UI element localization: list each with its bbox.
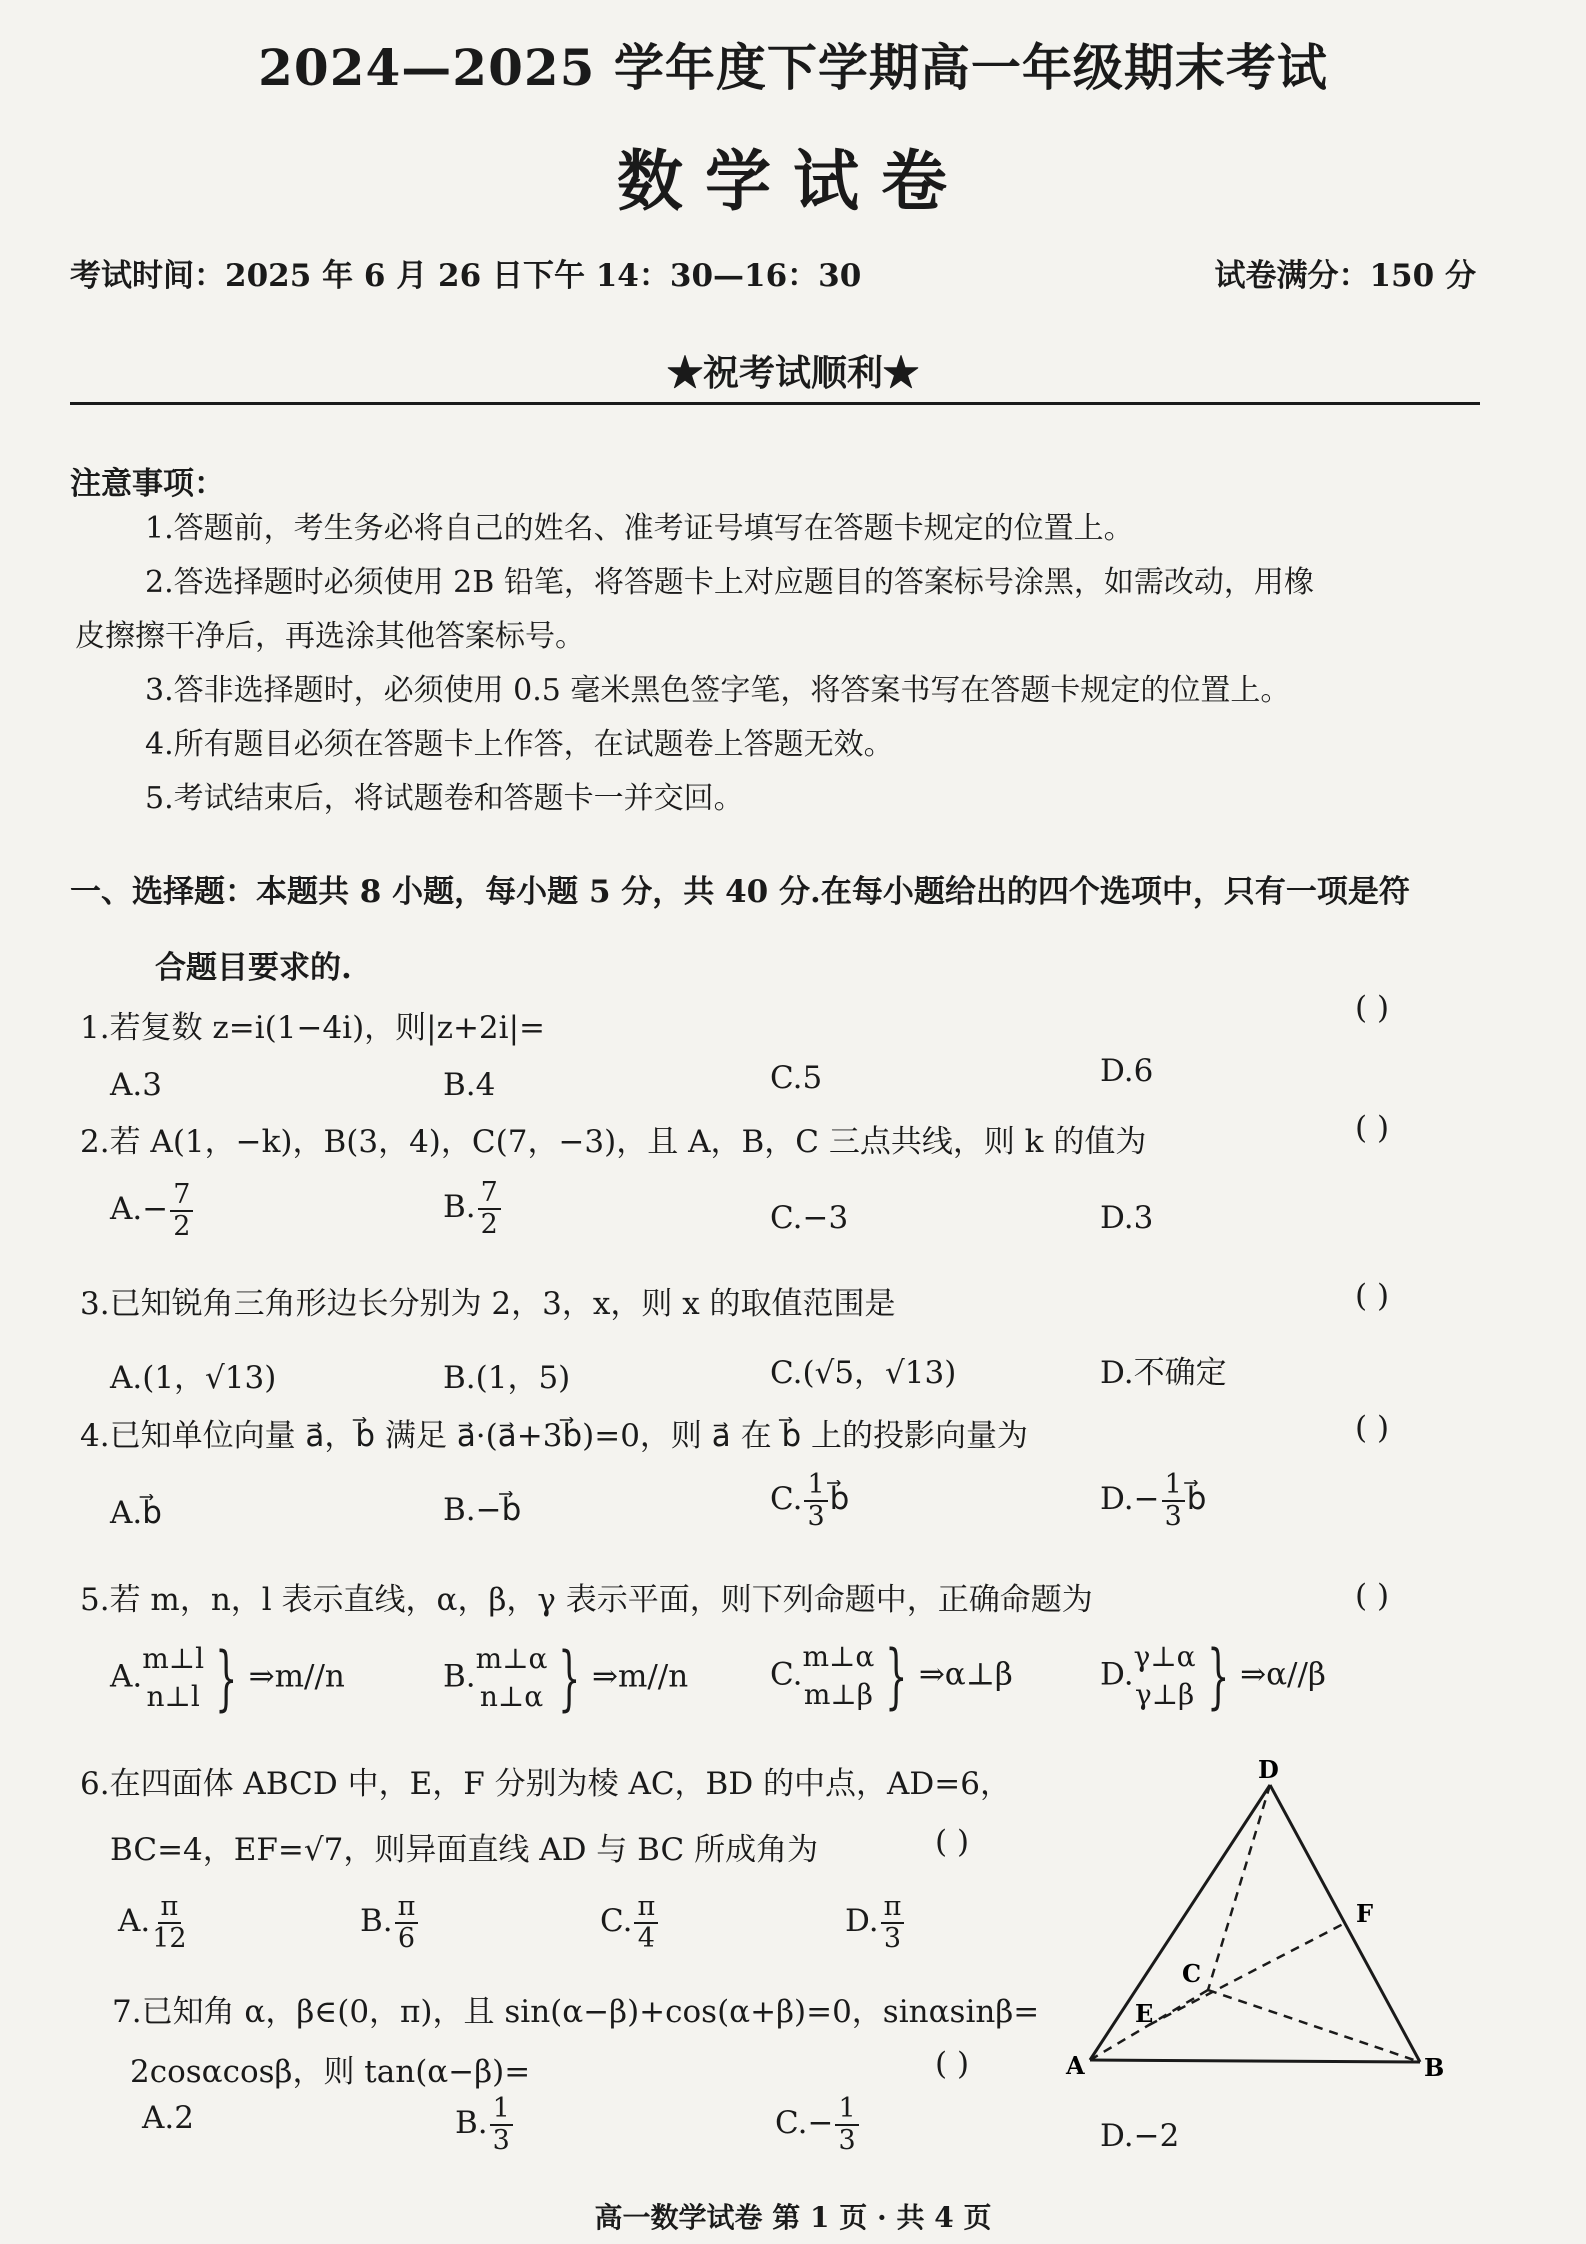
q7-option-c: C.− $\frac{1}{3}$ [775, 2094, 861, 2155]
q6-option-b: B. $\frac{\pi}{6}$ [360, 1892, 420, 1953]
q3-option-b: B.(1，5) [443, 1360, 571, 1396]
q1-option-d: D.6 [1100, 1053, 1154, 1089]
answer-paren: ( ) [1355, 1578, 1390, 1614]
notice-item: 5.考试结束后，将试题卷和答题卡一并交回。 [145, 781, 744, 816]
segment-ef [1149, 1923, 1345, 2025]
edge-dc [1208, 1785, 1270, 1990]
edge-ab [1090, 2060, 1420, 2062]
q6-option-c: C. $\frac{\pi}{4}$ [600, 1892, 660, 1953]
vertex-label-c: C [1182, 1959, 1202, 1988]
edge-db [1270, 1785, 1420, 2062]
q5-option-d: D.γ⊥α γ⊥β } ⇒α//β [1100, 1634, 1326, 1717]
q5-stem: 5.若 m，n，l 表示直线，α，β，γ 表示平面，则下列命题中，正确命题为 [80, 1582, 1093, 1618]
exam-title: 2024—2025 学年度下学期高一年级期末考试 [258, 38, 1328, 97]
point-label-e: E [1135, 1999, 1154, 2028]
q1-stem: 1.若复数 z=i(1−4i)，则|z+2i|= [80, 1010, 545, 1046]
edge-da [1090, 1785, 1270, 2060]
notice-item: 2.答选择题时必须使用 2B 铅笔，将答题卡上对应题目的答案标号涂黑，如需改动，用橡 [145, 565, 1314, 600]
q2-stem: 2.若 A(1，−k)，B(3，4)，C(7，−3)，且 A，B，C 三点共线，则 k 的值为 [80, 1124, 1147, 1160]
answer-paren: ( ) [935, 2046, 970, 2082]
notice-item: 3.答非选择题时，必须使用 0.5 毫米黑色签字笔，将答案书写在答题卡规定的位置上。 [145, 673, 1291, 708]
q1-option-a: A.3 [110, 1067, 162, 1103]
q4-option-d: D.− $\frac{1}{3}$ b⃗ [1100, 1469, 1207, 1532]
q2-option-c: C.−3 [770, 1200, 849, 1236]
header-divider [70, 402, 1480, 405]
tetrahedron-figure [1060, 1760, 1460, 2090]
notice-heading: 注意事项： [70, 466, 225, 502]
q1-option-b: B.4 [443, 1067, 496, 1103]
vertex-label-a: A [1066, 2051, 1085, 2080]
answer-paren: ( ) [935, 1824, 970, 1860]
section-heading-cont: 合题目要求的. [155, 950, 352, 986]
q4-option-a: A.b⃗ [110, 1495, 162, 1531]
q1-option-c: C.5 [770, 1060, 823, 1096]
q7-option-b: B. $\frac{1}{3}$ [455, 2094, 515, 2155]
answer-paren: ( ) [1355, 1278, 1390, 1314]
q4-option-b: B.−b⃗ [443, 1492, 522, 1528]
answer-paren: ( ) [1355, 990, 1390, 1026]
q6-stem-line2: BC=4，EF=√7，则异面直线 AD 与 BC 所成角为 [110, 1832, 819, 1868]
q3-option-d: D.不确定 [1100, 1355, 1227, 1391]
notice-item: 皮擦擦干净后，再选涂其他答案标号。 [75, 619, 585, 654]
q5-option-a: A.m⊥l n⊥l } ⇒m//n [110, 1636, 345, 1719]
notice-item: 1.答题前，考生务必将自己的姓名、准考证号填写在答题卡规定的位置上。 [145, 511, 1134, 546]
q3-option-a: A.(1，√13) [110, 1360, 277, 1396]
q2-option-d: D.3 [1100, 1200, 1154, 1236]
point-label-f: F [1356, 1899, 1374, 1928]
q7-stem-line2: 2cosαcosβ，则 tan(α−β)= [130, 2054, 531, 2090]
q4-stem: 4.已知单位向量 a⃗，b⃗ 满足 a⃗·(a⃗+3b⃗)=0，则 a⃗ 在 b⃗ 上的投影向量为 [80, 1418, 1029, 1454]
q6-stem-line1: 6.在四面体 ABCD 中，E，F 分别为棱 AC，BD 的中点，AD=6， [80, 1766, 1011, 1802]
q6-option-d: D. $\frac{\pi}{3}$ [845, 1892, 906, 1953]
q2-option-a: A.− $\frac{7}{2}$ [110, 1180, 195, 1241]
vertex-label-d: D [1258, 1760, 1279, 1784]
q3-option-c: C.(√5，√13) [770, 1355, 957, 1391]
page-footer: 高一数学试卷 第 1 页 · 共 4 页 [594, 2201, 992, 2234]
exam-time: 考试时间：2025 年 6 月 26 日下午 14：30—16：30 [70, 258, 862, 294]
q4-option-c: C. $\frac{1}{3}$ b⃗ [770, 1469, 850, 1532]
vertex-label-b: B [1424, 2053, 1445, 2082]
subject-title: 数学试卷 [617, 142, 969, 220]
section-heading: 一、选择题：本题共 8 小题，每小题 5 分，共 40 分.在每小题给出的四个选项中，只有一项是符 [70, 874, 1410, 910]
blessing: ★祝考试顺利★ [666, 352, 919, 394]
q5-option-b: B.m⊥α n⊥α } ⇒m//n [443, 1636, 689, 1719]
q3-stem: 3.已知锐角三角形边长分别为 2，3，x，则 x 的取值范围是 [80, 1286, 896, 1322]
q7-option-a: A.2 [142, 2100, 194, 2136]
answer-paren: ( ) [1355, 1410, 1390, 1446]
q7-stem-line1: 7.已知角 α，β∈(0，π)，且 sin(α−β)+cos(α+β)=0，sinαsinβ= [112, 1994, 1040, 2030]
q2-option-b: B. $\frac{7}{2}$ [443, 1178, 503, 1239]
q7-option-d: D.−2 [1100, 2118, 1180, 2154]
full-score: 试卷满分：150 分 [1214, 258, 1476, 294]
answer-paren: ( ) [1355, 1110, 1390, 1146]
notice-item: 4.所有题目必须在答题卡上作答，在试题卷上答题无效。 [145, 727, 894, 762]
q6-option-a: A. $\frac{\pi}{12}$ [118, 1891, 187, 1954]
q5-option-c: C.m⊥α m⊥β } ⇒α⊥β [770, 1634, 1013, 1717]
